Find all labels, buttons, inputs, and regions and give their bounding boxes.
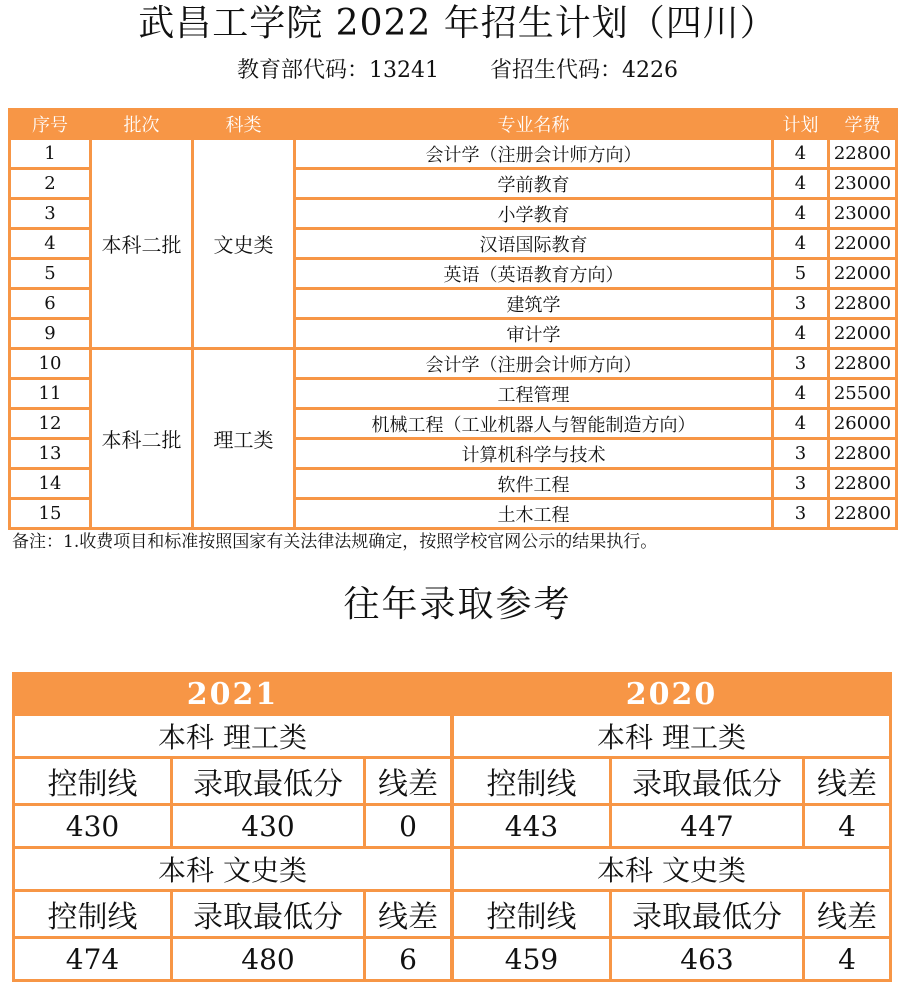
- plan-count: 3: [774, 440, 827, 467]
- control-line-label: 控制线: [454, 759, 609, 803]
- row-number: 1: [11, 140, 89, 167]
- row-number: 15: [11, 500, 89, 527]
- plan-count: 3: [774, 470, 827, 497]
- history-title: 往年录取参考: [343, 584, 572, 625]
- plan-header-row: [11, 111, 895, 137]
- row-number: 6: [11, 290, 89, 317]
- plan-count: 5: [774, 260, 827, 287]
- tuition-fee: 22800: [830, 470, 895, 497]
- plan-count: 4: [774, 200, 827, 227]
- category-label: 本科 理工类: [15, 716, 450, 756]
- history-table-2020: [451, 672, 892, 982]
- tuition-fee: 23000: [830, 170, 895, 197]
- diff-label: 线差: [805, 759, 889, 803]
- category-label: 本科 文史类: [454, 849, 889, 889]
- plan-count: 4: [774, 380, 827, 407]
- plan-count: 4: [774, 410, 827, 437]
- row-number: 9: [11, 320, 89, 347]
- diff-value: 4: [805, 939, 889, 979]
- tuition-fee: 22800: [830, 140, 895, 167]
- plan-row: [11, 140, 895, 167]
- row-number: 3: [11, 200, 89, 227]
- min-score-label: 录取最低分: [173, 759, 363, 803]
- col-header-category: 科类: [194, 111, 293, 137]
- plan-count: 3: [774, 500, 827, 527]
- category-cell: 文史类: [194, 140, 293, 347]
- diff-label: 线差: [366, 759, 450, 803]
- major-name: 学前教育: [296, 170, 771, 197]
- major-name: 软件工程: [296, 470, 771, 497]
- diff-value: 4: [805, 806, 889, 846]
- min-score-label: 录取最低分: [173, 892, 363, 936]
- major-name: 英语（英语教育方向）: [296, 260, 771, 287]
- row-number: 12: [11, 410, 89, 437]
- col-header-major: 专业名称: [296, 111, 771, 137]
- major-name: 土木工程: [296, 500, 771, 527]
- plan-count: 3: [774, 290, 827, 317]
- institution-codes: [0, 56, 915, 86]
- control-line-value: 430: [15, 806, 170, 846]
- tuition-fee: 22800: [830, 290, 895, 317]
- category-cell: 理工类: [194, 350, 293, 527]
- history-table-2021: [12, 672, 453, 982]
- min-score-value: 447: [612, 806, 802, 846]
- tuition-fee: 22000: [830, 260, 895, 287]
- category-label: 本科 理工类: [454, 716, 889, 756]
- control-line-value: 443: [454, 806, 609, 846]
- tuition-fee: 22800: [830, 500, 895, 527]
- category-label: 本科 文史类: [15, 849, 450, 889]
- row-number: 5: [11, 260, 89, 287]
- plan-count: 3: [774, 350, 827, 377]
- major-name: 会计学（注册会计师方向）: [296, 140, 771, 167]
- min-score-value: 430: [173, 806, 363, 846]
- major-name: 计算机科学与技术: [296, 440, 771, 467]
- col-header-no: 序号: [11, 111, 89, 137]
- row-number: 14: [11, 470, 89, 497]
- row-number: 11: [11, 380, 89, 407]
- control-line-label: 控制线: [15, 892, 170, 936]
- diff-label: 线差: [366, 892, 450, 936]
- major-name: 建筑学: [296, 290, 771, 317]
- tuition-fee: 23000: [830, 200, 895, 227]
- province-code: 省招生代码：4226: [490, 58, 678, 83]
- major-name: 汉语国际教育: [296, 230, 771, 257]
- major-name: 机械工程（工业机器人与智能制造方向）: [296, 410, 771, 437]
- batch-cell: 本科二批: [92, 350, 191, 527]
- diff-value: 6: [366, 939, 450, 979]
- fee-note: 备注：1.收费项目和标准按照国家有关法律法规确定，按照学校官网公示的结果执行。: [12, 532, 658, 552]
- batch-cell: 本科二批: [92, 140, 191, 347]
- major-name: 审计学: [296, 320, 771, 347]
- row-number: 4: [11, 230, 89, 257]
- plan-count: 4: [774, 230, 827, 257]
- plan-count: 4: [774, 170, 827, 197]
- diff-label: 线差: [805, 892, 889, 936]
- control-line-label: 控制线: [454, 892, 609, 936]
- control-line-label: 控制线: [15, 759, 170, 803]
- tuition-fee: 26000: [830, 410, 895, 437]
- min-score-value: 463: [612, 939, 802, 979]
- min-score-value: 480: [173, 939, 363, 979]
- plan-count: 4: [774, 320, 827, 347]
- plan-count: 4: [774, 140, 827, 167]
- min-score-label: 录取最低分: [612, 759, 802, 803]
- year-header: 2020: [454, 675, 889, 713]
- col-header-fee: 学费: [830, 111, 895, 137]
- tuition-fee: 22800: [830, 350, 895, 377]
- major-name: 工程管理: [296, 380, 771, 407]
- tuition-fee: 22000: [830, 320, 895, 347]
- control-line-value: 474: [15, 939, 170, 979]
- tuition-fee: 25500: [830, 380, 895, 407]
- enrollment-plan-table: [8, 108, 898, 530]
- col-header-plan: 计划: [774, 111, 827, 137]
- col-header-batch: 批次: [92, 111, 191, 137]
- plan-row: [11, 350, 895, 377]
- row-number: 10: [11, 350, 89, 377]
- diff-value: 0: [366, 806, 450, 846]
- row-number: 2: [11, 170, 89, 197]
- min-score-label: 录取最低分: [612, 892, 802, 936]
- row-number: 13: [11, 440, 89, 467]
- control-line-value: 459: [454, 939, 609, 979]
- page-title: 武昌工学院 2022 年招生计划（四川）: [138, 3, 777, 44]
- major-name: 小学教育: [296, 200, 771, 227]
- ministry-code: 教育部代码：13241: [237, 58, 439, 83]
- tuition-fee: 22800: [830, 440, 895, 467]
- tuition-fee: 22000: [830, 230, 895, 257]
- year-header: 2021: [15, 675, 450, 713]
- major-name: 会计学（注册会计师方向）: [296, 350, 771, 377]
